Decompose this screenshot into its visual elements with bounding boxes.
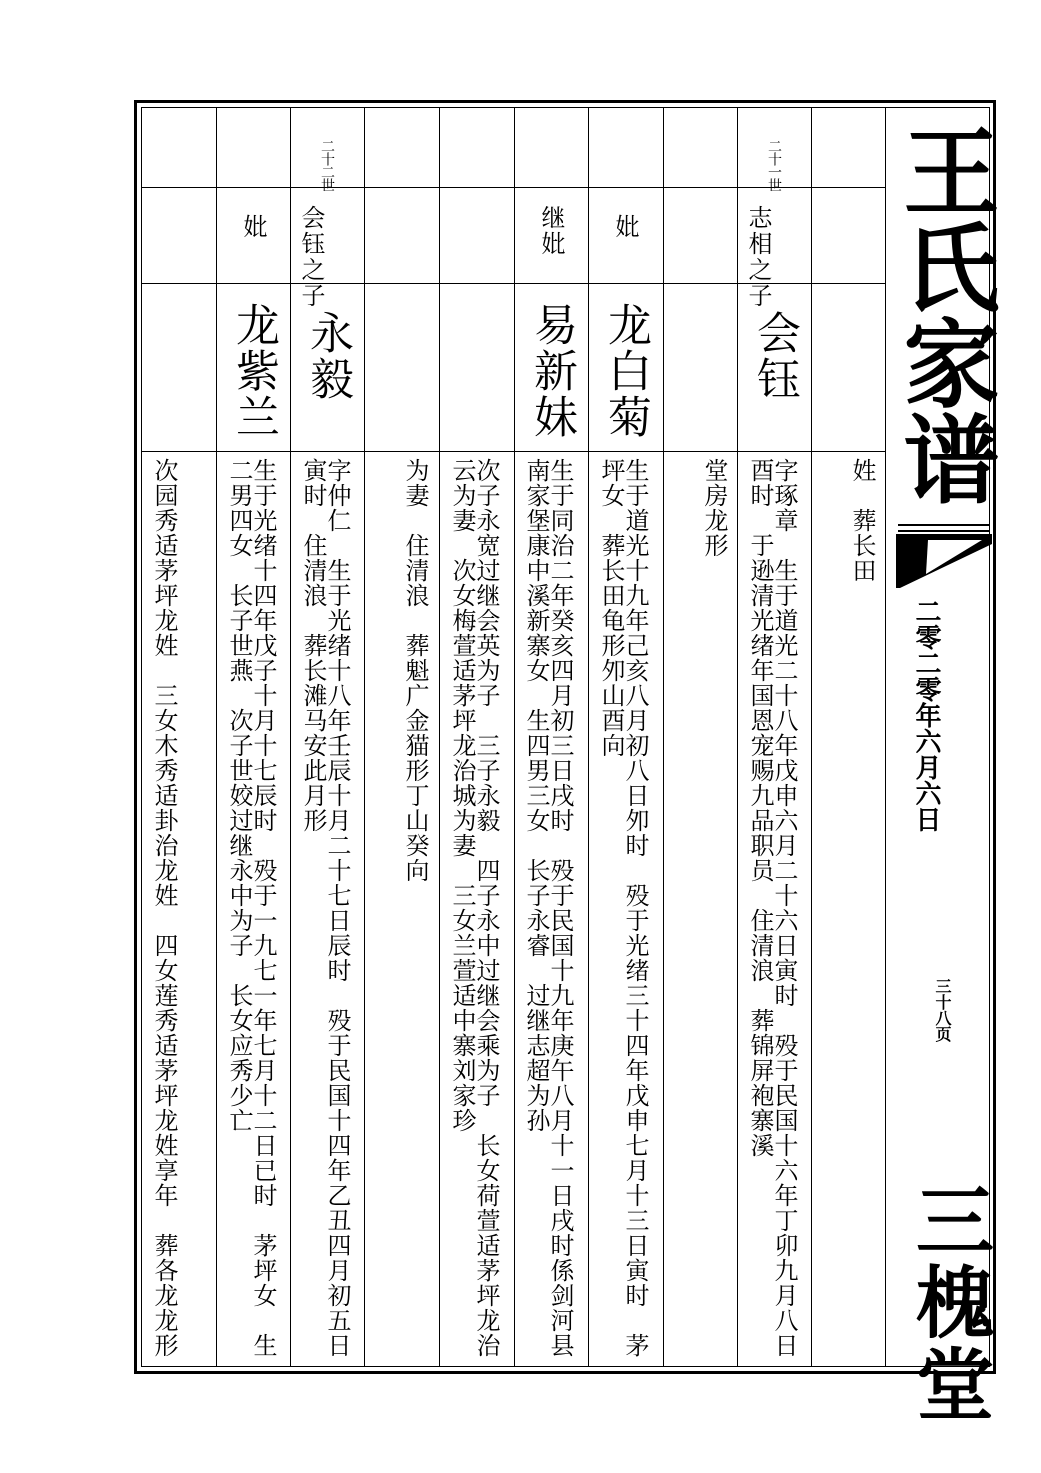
title-chevron: [896, 534, 992, 588]
row-divider: [141, 451, 885, 452]
title-rule: [898, 530, 990, 532]
column-divider: [588, 107, 589, 1367]
record-text: 堂房龙形: [700, 458, 728, 558]
record-text: 次子永宽过继会英为子 三子永毅 四子永中过继会乘为子 长女荷萱适茅坪龙治云为妻 次女梅萱适茅坪龙治城为妻 三女兰萱适中寨刘家珍: [448, 458, 500, 1358]
hall-name: 三槐堂: [903, 1180, 994, 1426]
record-text: 生于光绪十四年戊子十月十七辰时 殁于一九七一年七月十二日已时 茅坪女 生二男四女 长子世燕 次子世姣过继永中为子 长女应秀少亡: [225, 458, 277, 1358]
column-divider: [885, 107, 886, 1367]
record-text: 生于道光十九年己亥八月初八日夘时 殁于光绪三十四年戊申七月十三日寅时 茅坪女 葬长田龟形夘山酉向: [597, 458, 649, 1358]
person-name: 永毅: [302, 310, 353, 402]
column-divider: [737, 107, 738, 1367]
record-text: 生于同治二年癸亥四月初三日戌时 殁于民国十九年庚午八月十一日戌时係剑河县南家堡康中溪新寨女 生四男三女 长子永睿 过继志超为孙: [522, 458, 574, 1358]
record-text: 姓 葬长田: [848, 458, 876, 583]
column-divider: [290, 107, 291, 1367]
column-divider: [439, 107, 440, 1367]
person-name: 会钰: [749, 310, 800, 402]
relation-label: 妣: [239, 214, 267, 240]
record-text: 字琢章 生于道光二十八年戊申六月二十六日寅时 殁于民国十六年丁卯九月八日酉时 于逊清光绪年国恩宠赐九品职员 住清浪 葬锦屏袍寨溪: [746, 458, 798, 1358]
genealogy-title: 王氏家谱: [888, 122, 1001, 506]
column-divider: [514, 107, 515, 1367]
relation-label: 继妣: [537, 205, 565, 257]
column-divider: [216, 107, 217, 1367]
person-name: 龙紫兰: [228, 302, 279, 440]
relation-label: 会钰之子: [297, 205, 325, 309]
record-text: 字仲仁 生于光绪十八年壬辰十月二十七日辰时 殁于民国十四年乙丑四月初五日寅时 住清浪 葬长滩马安此月形: [299, 458, 351, 1358]
generation-label: 二十二世: [319, 139, 335, 191]
column-divider: [811, 107, 812, 1367]
generation-label: 二十一世: [766, 139, 782, 191]
relation-label: 妣: [611, 214, 639, 240]
column-divider: [663, 107, 664, 1367]
column-divider: [364, 107, 365, 1367]
person-name: 龙白菊: [600, 302, 651, 440]
row-divider: [141, 283, 885, 284]
record-text: 次园秀适茅坪龙姓 三女木秀适卦治龙姓 四女莲秀适茅坪龙姓享年 葬各龙龙形: [150, 458, 178, 1358]
record-text: 为妻 住清浪 葬魁广金猫形丁山癸向: [401, 458, 429, 883]
relation-label: 志相之子: [744, 205, 772, 309]
compilation-date: 二零二零年六月六日: [911, 598, 941, 832]
person-name: 易新妹: [526, 302, 577, 440]
title-rule: [898, 524, 990, 526]
page-number: 三十八页: [933, 978, 952, 1042]
